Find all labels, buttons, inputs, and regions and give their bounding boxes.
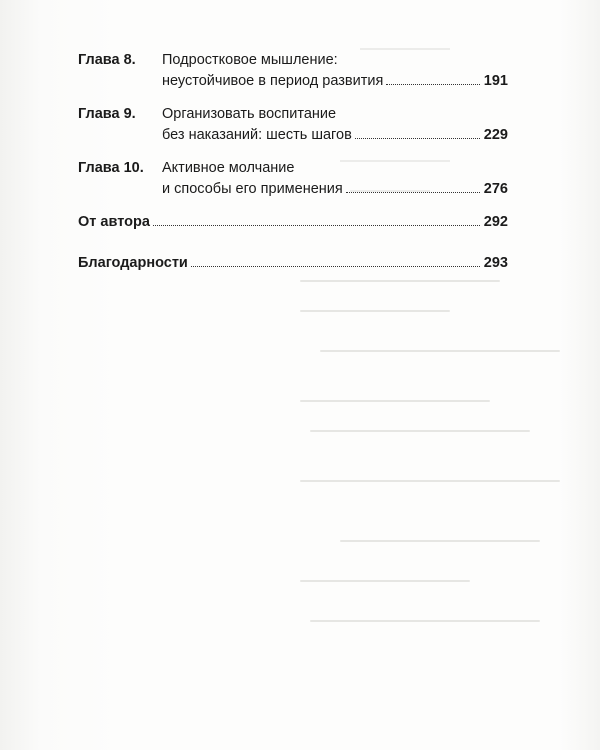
page-number: 292 [483,214,508,230]
chapter-title-line: без наказаний: шесть шагов [162,127,352,143]
chapter-title-line: и способы его применения [162,181,343,197]
chapter-number: Глава 10. [78,160,144,176]
toc-entry-chapter-10 [78,158,508,200]
page-number: 293 [483,255,508,271]
chapter-title-line: Подростковое мышление: [162,52,338,68]
dot-leader [153,225,480,226]
dot-leader [355,138,480,139]
toc-entry-chapter-9 [78,104,508,146]
toc-entry-author [78,212,508,233]
section-title: Благодарности [78,255,188,271]
dot-leader [191,266,480,267]
table-of-contents [78,50,508,294]
chapter-title-line: Организовать воспитание [162,106,337,122]
section-title: От автора [78,214,150,230]
chapter-number: Глава 8. [78,52,136,68]
dot-leader [346,192,480,193]
toc-entry-chapter-8 [78,50,508,92]
page-number: 229 [483,127,508,143]
page-number: 191 [483,73,508,89]
page-number: 276 [483,181,508,197]
toc-entry-acknowledgements [78,253,508,274]
chapter-number: Глава 9. [78,106,136,122]
chapter-title-line: неустойчивое в период развития [162,73,384,89]
dot-leader [386,84,480,85]
show-through-text [300,280,600,640]
chapter-title-line: Активное молчание [162,160,295,176]
